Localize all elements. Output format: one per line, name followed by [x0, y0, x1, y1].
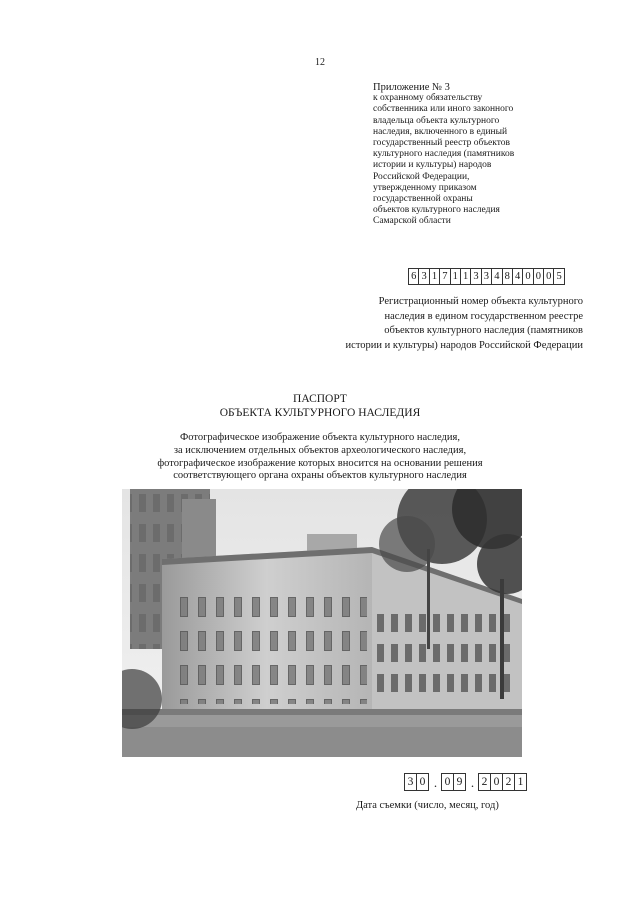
reg-digit-box: 0 [533, 268, 544, 285]
photo-caption-line: соответствующего органа охраны объектов культурного наследия [173, 470, 467, 482]
photo-caption-line: Фотографическое изображение объекта культурного наследия, [180, 432, 460, 443]
appendix-line: объектов культурного наследия [373, 205, 500, 216]
reg-digit-box: 0 [522, 268, 533, 285]
reg-digit-box: 4 [512, 268, 523, 285]
reg-digit-box: 4 [491, 268, 502, 285]
date-digit-box: 1 [514, 773, 527, 791]
reg-caption-line: наследия в едином государственном реестре [384, 310, 583, 322]
reg-digit-box: 6 [408, 268, 419, 285]
appendix-line: истории и культуры) народов [373, 160, 492, 171]
appendix-line: Самарской области [373, 216, 451, 227]
appendix-line: государственной охраны [373, 194, 473, 205]
date-caption: Дата съемки (число, месяц, год) [356, 800, 499, 811]
reg-digit-box: 1 [429, 268, 440, 285]
date-digit-box: 9 [453, 773, 466, 791]
date-digit-box: 3 [404, 773, 417, 791]
appendix-line: государственный реестр объектов [373, 138, 510, 149]
appendix-line: Приложение № 3 [373, 82, 450, 93]
photo-caption-line: фотографическое изображение которых вносится на основании решения [157, 457, 483, 469]
date-digit-box: 2 [502, 773, 515, 791]
title-line-1: ПАСПОРТ [293, 393, 347, 405]
date-separator: . [433, 775, 438, 790]
registration-number [409, 268, 565, 285]
appendix-line: культурного наследия (памятников [373, 149, 515, 160]
reg-digit-box: 5 [553, 268, 564, 285]
date-digit-box: 0 [490, 773, 503, 791]
appendix-line: к охранному обязательству [373, 93, 483, 104]
date-digit-box: 0 [416, 773, 429, 791]
photo-caption [0, 432, 640, 483]
reg-digit-box: 0 [543, 268, 554, 285]
appendix-line: владельца объекта культурного [373, 115, 500, 126]
document-title [0, 393, 640, 420]
title-line-2: ОБЪЕКТА КУЛЬТУРНОГО НАСЛЕДИЯ [219, 406, 421, 419]
reg-digit-box: 3 [470, 268, 481, 285]
reg-caption-line: истории и культуры) народов Российской Федерации [345, 339, 583, 351]
shoot-date [405, 773, 527, 791]
appendix-line: утвержденному приказом [373, 182, 477, 193]
appendix-line: наследия, включенного в единый [373, 126, 508, 137]
building-photo [122, 489, 522, 757]
appendix-line: собственника или иного законного [373, 104, 514, 115]
reg-digit-box: 3 [418, 268, 429, 285]
date-day [405, 773, 429, 791]
reg-digit-box: 1 [460, 268, 471, 285]
reg-caption-line: объектов культурного наследия (памятников [384, 325, 583, 336]
appendix-line: Российской Федерации, [373, 171, 470, 182]
date-digit-box: 2 [478, 773, 491, 791]
date-digit-box: 0 [441, 773, 454, 791]
reg-digit-box: 3 [481, 268, 492, 285]
reg-digit-box: 1 [450, 268, 461, 285]
date-month [442, 773, 466, 791]
page-number: 12 [315, 57, 325, 68]
reg-caption-line: Регистрационный номер объекта культурного [378, 296, 583, 307]
date-year [479, 773, 527, 791]
reg-digit-box: 7 [439, 268, 450, 285]
reg-digit-box: 8 [502, 268, 513, 285]
registration-caption [346, 295, 583, 353]
appendix-note [373, 82, 603, 228]
date-separator: . [470, 775, 475, 790]
photo-caption-line: за исключением отдельных объектов археологического наследия, [173, 444, 467, 456]
